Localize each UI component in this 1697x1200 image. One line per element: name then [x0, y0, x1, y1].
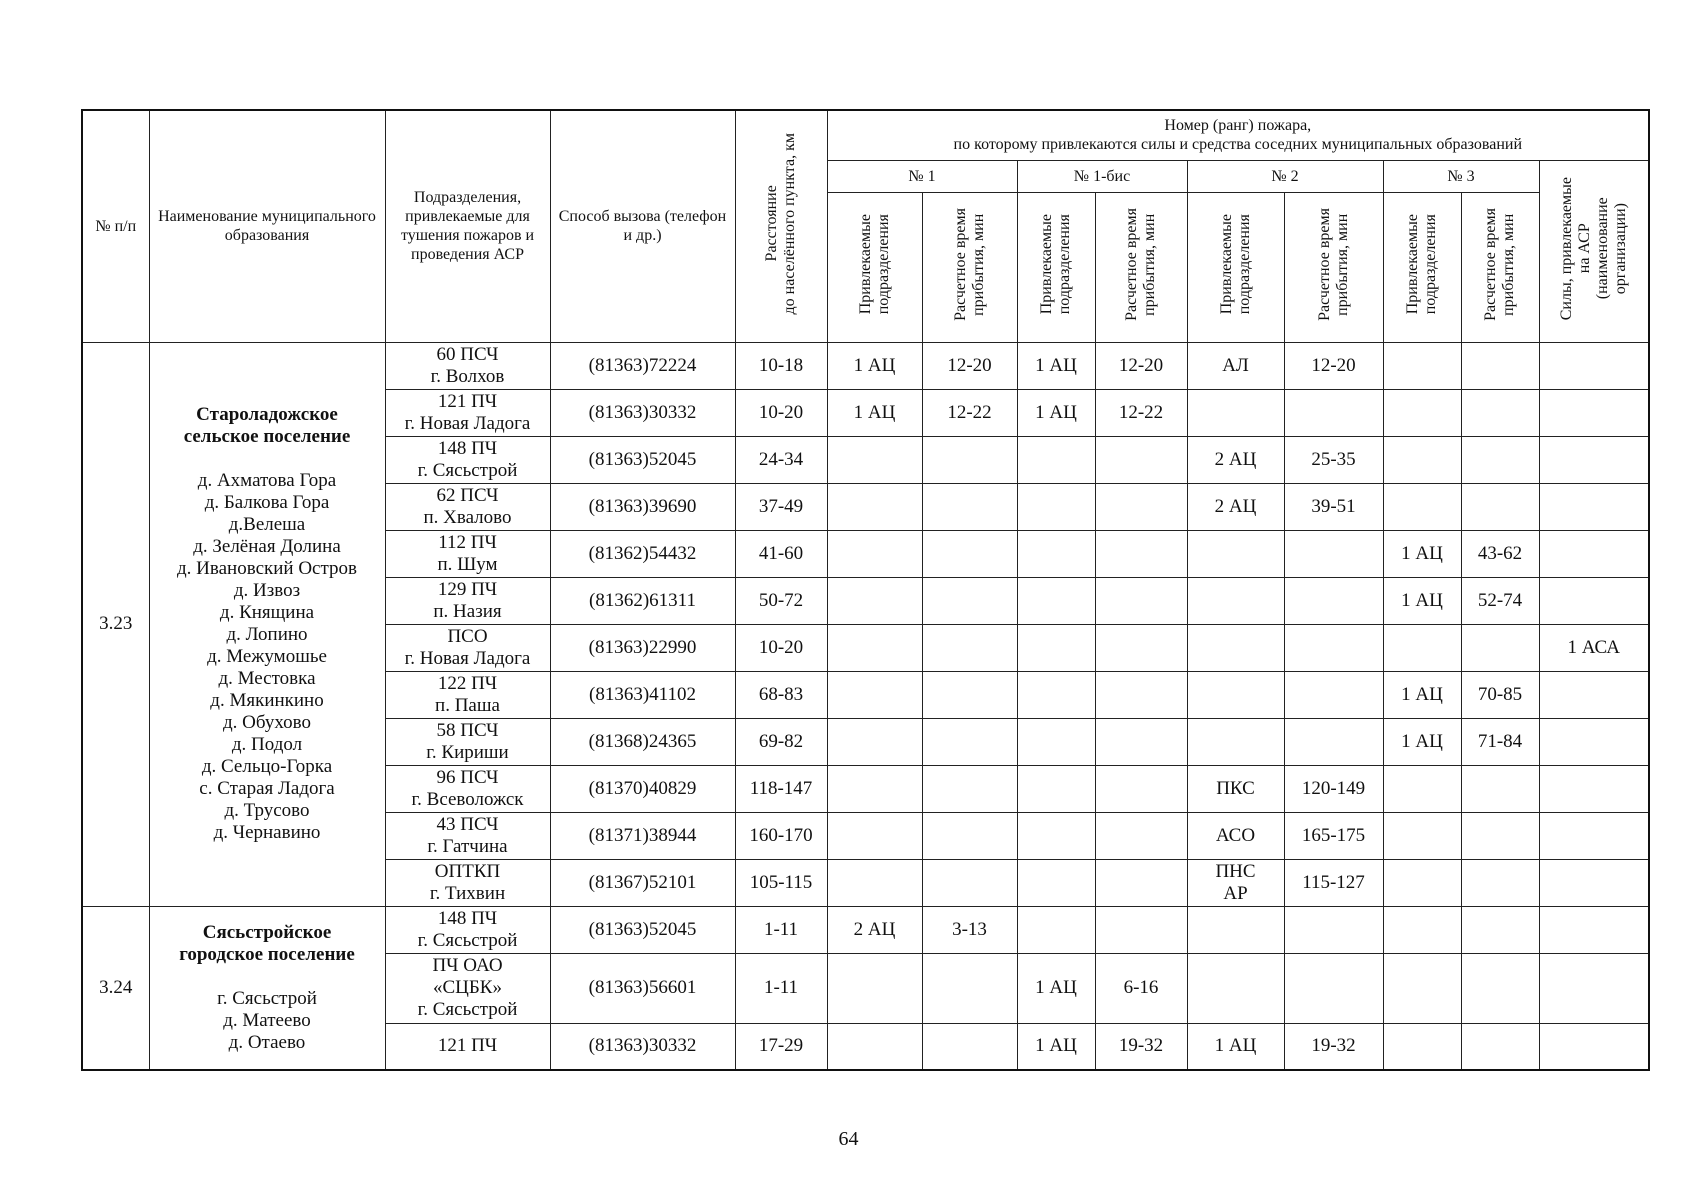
rank1bis-units-cell	[1017, 765, 1095, 812]
phone-cell: (81363)52045	[550, 906, 735, 953]
phone-cell: (81363)72224	[550, 342, 735, 389]
locality: д. Лопино	[226, 624, 308, 645]
phone-cell: (81363)56601	[550, 953, 735, 1023]
asr-forces-cell	[1539, 436, 1649, 483]
rank1bis-time-cell: 12-20	[1095, 342, 1187, 389]
rank2-time-cell: 165-175	[1284, 812, 1383, 859]
locality: д. Местовка	[218, 668, 316, 689]
rank1bis-time-cell	[1095, 859, 1187, 906]
rank1bis-time-cell	[1095, 671, 1187, 718]
header-municipality: Наименование муниципального образования	[149, 110, 385, 342]
locality: д. Трусово	[224, 800, 310, 821]
rank2-units-cell	[1187, 577, 1284, 624]
rank1bis-time-cell	[1095, 483, 1187, 530]
rank1bis-time-cell: 19-32	[1095, 1023, 1187, 1070]
asr-forces-cell	[1539, 953, 1649, 1023]
rank1-time-cell	[922, 671, 1017, 718]
phone-cell: (81367)52101	[550, 859, 735, 906]
header-rank-title: Номер (ранг) пожара, по которому привлекаются силы и средства соседних муниципальных образований	[827, 110, 1649, 160]
phone-cell: (81362)61311	[550, 577, 735, 624]
unit-cell: ОПТКП г. Тихвин	[385, 859, 550, 906]
distance-cell: 10-20	[735, 389, 827, 436]
rank1bis-units-cell	[1017, 577, 1095, 624]
rank2-units-cell: 1 АЦ	[1187, 1023, 1284, 1070]
rank1-units-cell: 1 АЦ	[827, 342, 922, 389]
rank3-units-cell	[1383, 765, 1461, 812]
rank3-time-cell	[1461, 389, 1539, 436]
rank1bis-units-cell	[1017, 624, 1095, 671]
rank2-time-cell	[1284, 530, 1383, 577]
header-rank-3: № 3	[1383, 160, 1539, 192]
phone-cell: (81363)39690	[550, 483, 735, 530]
rank1-units-cell	[827, 718, 922, 765]
rank1-time-cell	[922, 624, 1017, 671]
rank3-units-cell: 1 АЦ	[1383, 718, 1461, 765]
header-rank-3-units: Привлекаемые подразделения	[1383, 192, 1461, 342]
section-number: 3.24	[82, 906, 149, 1070]
municipality-name: Сясьстройское городское поселение	[179, 921, 355, 965]
rank1bis-time-cell: 12-22	[1095, 389, 1187, 436]
fire-forces-table	[81, 109, 1650, 1071]
unit-cell: 60 ПСЧ г. Волхов	[385, 342, 550, 389]
rank3-units-cell	[1383, 953, 1461, 1023]
asr-forces-cell	[1539, 577, 1649, 624]
asr-forces-cell	[1539, 389, 1649, 436]
unit-cell: ПСО г. Новая Ладога	[385, 624, 550, 671]
unit-cell: 148 ПЧ г. Сясьстрой	[385, 436, 550, 483]
rank1-units-cell	[827, 1023, 922, 1070]
header-asr: Силы, привлекаемые на АСР (наименование организации)	[1539, 160, 1649, 342]
locality: д. Межумошье	[207, 646, 327, 667]
header-rank-2-units: Привлекаемые подразделения	[1187, 192, 1284, 342]
rank1-time-cell	[922, 718, 1017, 765]
distance-cell: 105-115	[735, 859, 827, 906]
unit-cell: 122 ПЧ п. Паша	[385, 671, 550, 718]
rank3-units-cell	[1383, 624, 1461, 671]
header-rank-1bis-units: Привлекаемые подразделения	[1017, 192, 1095, 342]
phone-cell: (81371)38944	[550, 812, 735, 859]
asr-forces-cell	[1539, 812, 1649, 859]
rank1bis-units-cell	[1017, 530, 1095, 577]
rank3-units-cell: 1 АЦ	[1383, 530, 1461, 577]
locality: д. Матеево	[223, 1009, 311, 1031]
rank2-time-cell	[1284, 953, 1383, 1023]
rank3-time-cell: 52-74	[1461, 577, 1539, 624]
header-rank-1: № 1	[827, 160, 1017, 192]
distance-cell: 160-170	[735, 812, 827, 859]
locality: д. Чернавино	[213, 822, 321, 843]
unit-cell: 112 ПЧ п. Шум	[385, 530, 550, 577]
rank1bis-units-cell	[1017, 718, 1095, 765]
rank2-time-cell	[1284, 718, 1383, 765]
rank1-time-cell	[922, 530, 1017, 577]
header-rank-1-units: Привлекаемые подразделения	[827, 192, 922, 342]
rank2-units-cell: 2 АЦ	[1187, 483, 1284, 530]
locality: д. Обухово	[223, 712, 311, 733]
rank1-time-cell: 3-13	[922, 906, 1017, 953]
rank3-time-cell	[1461, 765, 1539, 812]
locality: д. Отаево	[228, 1031, 306, 1053]
distance-cell: 50-72	[735, 577, 827, 624]
rank1-units-cell	[827, 953, 922, 1023]
unit-cell: 62 ПСЧ п. Хвалово	[385, 483, 550, 530]
rank1-units-cell	[827, 765, 922, 812]
locality: д. Балкова Гора	[204, 492, 330, 513]
rank1-time-cell	[922, 1023, 1017, 1070]
unit-cell: 43 ПСЧ г. Гатчина	[385, 812, 550, 859]
distance-cell: 24-34	[735, 436, 827, 483]
rank3-units-cell	[1383, 906, 1461, 953]
rank3-time-cell	[1461, 859, 1539, 906]
page-number: 64	[838, 1128, 859, 1150]
rank1bis-units-cell: 1 АЦ	[1017, 389, 1095, 436]
locality: д. Мякинкино	[210, 690, 324, 711]
rank2-units-cell	[1187, 389, 1284, 436]
rank2-units-cell	[1187, 953, 1284, 1023]
distance-cell: 10-18	[735, 342, 827, 389]
rank2-time-cell: 120-149	[1284, 765, 1383, 812]
rank3-time-cell	[1461, 1023, 1539, 1070]
rank3-units-cell	[1383, 812, 1461, 859]
rank3-units-cell: 1 АЦ	[1383, 577, 1461, 624]
rank2-units-cell	[1187, 718, 1284, 765]
locality: д. Сельцо-Горка	[201, 756, 333, 777]
distance-cell: 37-49	[735, 483, 827, 530]
header-rank-2-time: Расчетное время прибытия, мин	[1284, 192, 1383, 342]
distance-cell: 17-29	[735, 1023, 827, 1070]
table-row	[82, 906, 1649, 953]
rank2-units-cell	[1187, 530, 1284, 577]
rank1bis-time-cell	[1095, 906, 1187, 953]
rank2-time-cell	[1284, 671, 1383, 718]
asr-forces-cell	[1539, 859, 1649, 906]
header-rank-1bis-time: Расчетное время прибытия, мин	[1095, 192, 1187, 342]
rank1-time-cell	[922, 577, 1017, 624]
rank1-units-cell	[827, 436, 922, 483]
header-rank-3-time: Расчетное время прибытия, мин	[1461, 192, 1539, 342]
rank3-time-cell	[1461, 624, 1539, 671]
unit-cell: 148 ПЧ г. Сясьстрой	[385, 906, 550, 953]
locality: д. Зелёная Долина	[193, 536, 341, 557]
locality: д. Ивановский Остров	[177, 558, 357, 579]
rank2-time-cell	[1284, 624, 1383, 671]
asr-forces-cell	[1539, 530, 1649, 577]
rank3-units-cell	[1383, 436, 1461, 483]
rank1bis-units-cell	[1017, 483, 1095, 530]
rank3-time-cell	[1461, 342, 1539, 389]
rank1-time-cell	[922, 436, 1017, 483]
rank1bis-units-cell: 1 АЦ	[1017, 1023, 1095, 1070]
unit-cell: 121 ПЧ г. Новая Ладога	[385, 389, 550, 436]
municipality-cell	[149, 906, 385, 1070]
rank2-units-cell	[1187, 906, 1284, 953]
rank3-time-cell	[1461, 483, 1539, 530]
rank3-time-cell	[1461, 953, 1539, 1023]
asr-forces-cell	[1539, 718, 1649, 765]
rank1-units-cell	[827, 671, 922, 718]
rank1bis-time-cell	[1095, 765, 1187, 812]
rank1bis-time-cell	[1095, 436, 1187, 483]
phone-cell: (81362)54432	[550, 530, 735, 577]
rank2-units-cell	[1187, 624, 1284, 671]
header-distance: Расстояние до населённого пункта, км	[735, 110, 827, 342]
asr-forces-cell	[1539, 342, 1649, 389]
rank2-time-cell: 115-127	[1284, 859, 1383, 906]
rank1-units-cell	[827, 859, 922, 906]
rank2-time-cell	[1284, 906, 1383, 953]
phone-cell: (81363)52045	[550, 436, 735, 483]
rank1-units-cell	[827, 483, 922, 530]
rank1bis-units-cell	[1017, 436, 1095, 483]
rank1-time-cell	[922, 812, 1017, 859]
distance-cell: 69-82	[735, 718, 827, 765]
asr-forces-cell	[1539, 765, 1649, 812]
phone-cell: (81363)22990	[550, 624, 735, 671]
rank3-time-cell	[1461, 906, 1539, 953]
rank3-time-cell: 70-85	[1461, 671, 1539, 718]
rank3-units-cell	[1383, 342, 1461, 389]
rank1bis-units-cell	[1017, 859, 1095, 906]
rank2-time-cell	[1284, 389, 1383, 436]
rank1bis-units-cell	[1017, 906, 1095, 953]
unit-cell: 129 ПЧ п. Назия	[385, 577, 550, 624]
rank2-time-cell: 39-51	[1284, 483, 1383, 530]
distance-cell: 1-11	[735, 906, 827, 953]
rank2-time-cell: 19-32	[1284, 1023, 1383, 1070]
header-rank-1-time: Расчетное время прибытия, мин	[922, 192, 1017, 342]
rank1-units-cell	[827, 577, 922, 624]
rank1-time-cell	[922, 859, 1017, 906]
unit-cell: 58 ПСЧ г. Кириши	[385, 718, 550, 765]
rank1-time-cell	[922, 483, 1017, 530]
rank2-time-cell	[1284, 577, 1383, 624]
rank2-units-cell: ПКС	[1187, 765, 1284, 812]
rank2-time-cell: 12-20	[1284, 342, 1383, 389]
rank1bis-time-cell	[1095, 812, 1187, 859]
municipality-cell	[149, 342, 385, 906]
locality: д. Извоз	[233, 580, 301, 601]
asr-forces-cell: 1 АСА	[1539, 624, 1649, 671]
rank3-time-cell: 71-84	[1461, 718, 1539, 765]
rank3-time-cell: 43-62	[1461, 530, 1539, 577]
rank3-time-cell	[1461, 436, 1539, 483]
rank1bis-time-cell	[1095, 718, 1187, 765]
phone-cell: (81363)41102	[550, 671, 735, 718]
locality: г. Сясьстрой	[217, 987, 317, 1009]
distance-cell: 10-20	[735, 624, 827, 671]
rank2-time-cell: 25-35	[1284, 436, 1383, 483]
table-row	[82, 342, 1649, 389]
rank1bis-time-cell	[1095, 577, 1187, 624]
distance-cell: 118-147	[735, 765, 827, 812]
header-rank-2: № 2	[1187, 160, 1383, 192]
header-call-method: Способ вызова (телефон и др.)	[550, 110, 735, 342]
rank1bis-time-cell: 6-16	[1095, 953, 1187, 1023]
rank1bis-units-cell: 1 АЦ	[1017, 953, 1095, 1023]
asr-forces-cell	[1539, 671, 1649, 718]
unit-cell: 121 ПЧ	[385, 1023, 550, 1070]
rank1-units-cell	[827, 530, 922, 577]
rank1-time-cell	[922, 765, 1017, 812]
section-number: 3.23	[82, 342, 149, 906]
rank2-units-cell: АСО	[1187, 812, 1284, 859]
rank1-time-cell: 12-22	[922, 389, 1017, 436]
rank2-units-cell: 2 АЦ	[1187, 436, 1284, 483]
header-units: Подразделения, привлекаемые для тушения пожаров и проведения АСР	[385, 110, 550, 342]
rank1bis-units-cell	[1017, 812, 1095, 859]
distance-cell: 68-83	[735, 671, 827, 718]
header-num: № п/п	[82, 110, 149, 342]
locality: с. Старая Ладога	[199, 778, 335, 799]
rank3-units-cell	[1383, 483, 1461, 530]
rank1-units-cell: 2 АЦ	[827, 906, 922, 953]
rank2-units-cell: АЛ	[1187, 342, 1284, 389]
locality: д. Княщина	[219, 602, 315, 623]
asr-forces-cell	[1539, 483, 1649, 530]
rank1-time-cell: 12-20	[922, 342, 1017, 389]
phone-cell: (81363)30332	[550, 389, 735, 436]
rank2-units-cell: ПНС АР	[1187, 859, 1284, 906]
asr-forces-cell	[1539, 906, 1649, 953]
locality: д. Ахматова Гора	[197, 470, 337, 491]
rank3-units-cell: 1 АЦ	[1383, 671, 1461, 718]
phone-cell: (81363)30332	[550, 1023, 735, 1070]
asr-forces-cell	[1539, 1023, 1649, 1070]
phone-cell: (81370)40829	[550, 765, 735, 812]
header-rank-1bis: № 1-бис	[1017, 160, 1187, 192]
locality: д.Велеша	[228, 514, 306, 535]
phone-cell: (81368)24365	[550, 718, 735, 765]
locality: д. Подол	[231, 734, 303, 755]
rank1bis-units-cell: 1 АЦ	[1017, 342, 1095, 389]
distance-cell: 41-60	[735, 530, 827, 577]
rank3-units-cell	[1383, 1023, 1461, 1070]
unit-cell: 96 ПСЧ г. Всеволожск	[385, 765, 550, 812]
rank2-units-cell	[1187, 671, 1284, 718]
rank1bis-time-cell	[1095, 530, 1187, 577]
rank1-units-cell: 1 АЦ	[827, 389, 922, 436]
rank3-units-cell	[1383, 859, 1461, 906]
municipality-name: Староладожское сельское поселение	[183, 404, 351, 447]
unit-cell: ПЧ ОАО «СЦБК» г. Сясьстрой	[385, 953, 550, 1023]
rank1-time-cell	[922, 953, 1017, 1023]
rank1-units-cell	[827, 624, 922, 671]
rank1bis-units-cell	[1017, 671, 1095, 718]
rank3-units-cell	[1383, 389, 1461, 436]
distance-cell: 1-11	[735, 953, 827, 1023]
rank1-units-cell	[827, 812, 922, 859]
rank1bis-time-cell	[1095, 624, 1187, 671]
rank3-time-cell	[1461, 812, 1539, 859]
